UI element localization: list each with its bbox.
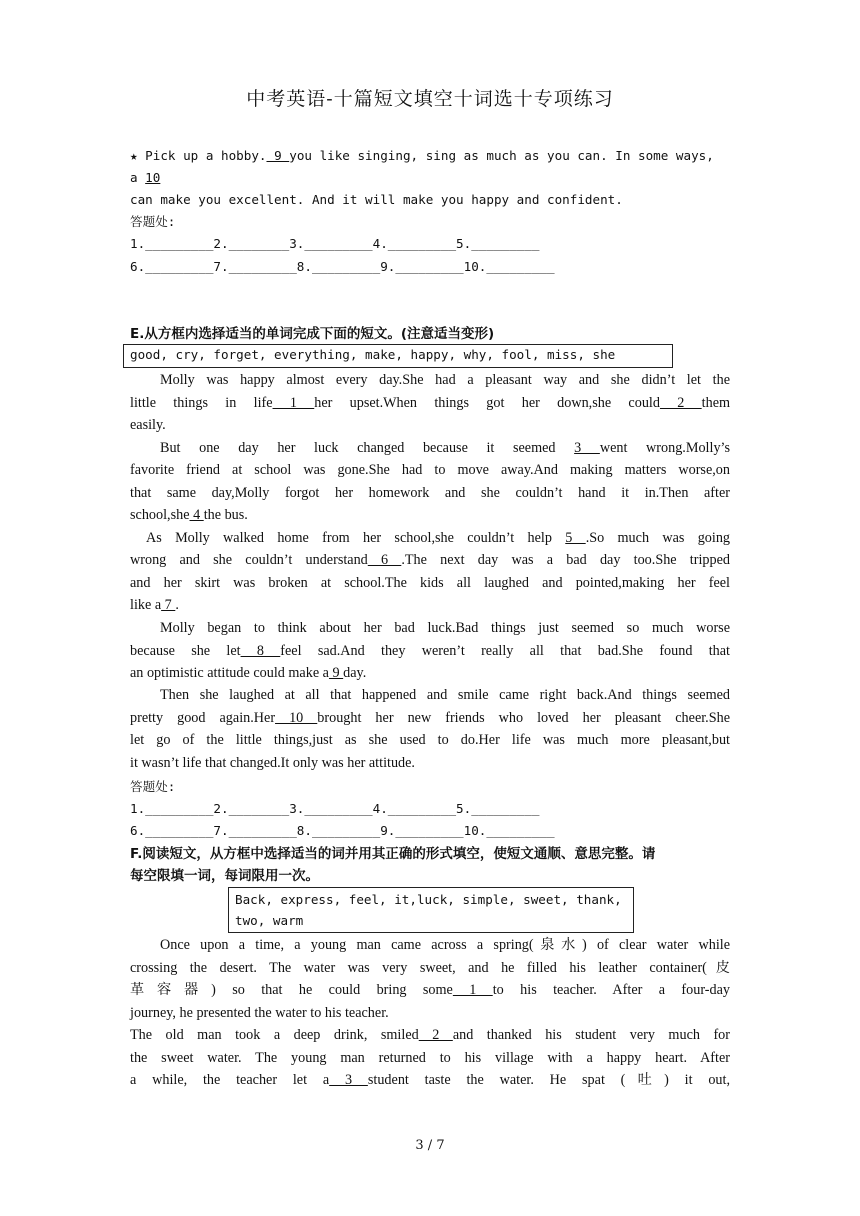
blank-1[interactable]: 1	[452, 982, 493, 998]
text: little things in life	[130, 395, 273, 411]
blank-10[interactable]: 10	[275, 710, 318, 726]
e-line	[130, 594, 730, 616]
text: .The next day was a bad day too.She tripped	[401, 552, 730, 568]
word-box-line-1: Back, express, feel, it,luck, simple, sweet, thank,	[235, 892, 622, 907]
section-f-heading-1: F.阅读短文，从方框中选择适当的词并用其正确的形式填空，使短文通顺、意思完整。请	[130, 846, 656, 862]
text: because she let	[130, 643, 241, 659]
e-line: let go of the little things,just as she used to do.Her life was much more pleasant,but	[130, 732, 730, 748]
text: But one day her luck changed because it seemed	[160, 440, 575, 456]
text: feel sad.And they weren’t really all that bad.She found that	[280, 643, 730, 659]
f-line	[130, 1069, 730, 1091]
hobby-line-1	[130, 145, 730, 167]
f-line	[130, 1024, 730, 1046]
e-line	[130, 549, 730, 571]
word-box-text: good, cry, forget, everything, make, happy, why, fool, miss, she	[130, 347, 616, 362]
blank-6[interactable]: 6	[367, 552, 402, 568]
e-line: Molly was happy almost every day.She had a pleasant way and she didn’t let the	[160, 372, 730, 388]
blank-3[interactable]: 3	[574, 440, 600, 456]
text: student taste the water. He spat (吐) it out,	[367, 1072, 731, 1088]
text: wrong and she couldn’t understand	[130, 552, 368, 568]
blank-8[interactable]: 8	[240, 643, 281, 659]
blank-7[interactable]: 7	[161, 597, 176, 613]
text: ★ Pick up a hobby.	[130, 148, 267, 163]
text: 革容器) so that he could bring some	[130, 982, 453, 998]
text: brought her new friends who loved her pleasant cheer.She	[317, 710, 731, 726]
text: the bus.	[203, 507, 248, 523]
text: day.	[343, 665, 367, 681]
text: went wrong.Molly’s	[599, 440, 730, 456]
f-line: Once upon a time, a young man came across a spring(泉水) of clear water while	[160, 937, 730, 953]
answer-row-2-d[interactable]: 6._________7._________8._________9._________10._________	[130, 259, 555, 274]
e-line	[130, 640, 730, 662]
text: .So much was going	[585, 530, 731, 546]
page-number: 3 / 7	[415, 1138, 445, 1153]
text: and thanked his student very much for	[452, 1027, 730, 1043]
blank-2[interactable]: 2	[659, 395, 702, 411]
text: pretty good again.Her	[130, 710, 276, 726]
answer-row-1-d[interactable]: 1._________2.________3._________4._________5._________	[130, 236, 540, 251]
f-line	[130, 979, 730, 1001]
text: them	[701, 395, 731, 411]
answer-label-d: 答题处:	[130, 214, 176, 229]
text: .	[175, 597, 179, 613]
e-line: it wasn’t life that changed.It only was her attitude.	[130, 755, 415, 771]
answer-label-e: 答题处:	[130, 779, 176, 794]
e-line	[146, 527, 730, 549]
e-line: Molly began to think about her bad luck.Bad things just seemed so much worse	[160, 620, 730, 636]
f-line: the sweet water. The young man returned to his village with a happy heart. After	[130, 1050, 730, 1066]
hobby-line-3: can make you excellent. And it will make you happy and confident.	[130, 192, 623, 207]
text: you like singing, sing as much as you can. In some ways,	[289, 148, 714, 163]
section-f-heading-2: 每空限填一词，每词限用一次。	[130, 868, 319, 884]
e-line: favorite friend at school was gone.She had to move away.And making matters worse,on	[130, 462, 730, 478]
page-title: 中考英语-十篇短文填空十词选十专项练习	[246, 88, 614, 110]
f-line: crossing the desert. The water was very sweet, and he filled his leather container(皮	[130, 960, 730, 976]
blank-1[interactable]: 1	[272, 395, 315, 411]
e-line	[130, 392, 730, 414]
text: an optimistic attitude could make a	[130, 665, 329, 681]
blank-9[interactable]: 9	[266, 148, 290, 163]
e-line: Then she laughed at all that happened and smile came right back.And things seemed	[160, 687, 730, 703]
text: As Molly walked home from her school,she couldn’t help	[146, 530, 566, 546]
e-line: easily.	[130, 417, 166, 433]
text: school,she	[130, 507, 190, 523]
f-line: journey, he presented the water to his teacher.	[130, 1005, 389, 1021]
text: a	[130, 170, 146, 185]
blank-10[interactable]: 10	[145, 170, 161, 185]
text: her upset.When things got her down,she could	[314, 395, 660, 411]
e-line: that same day,Molly forgot her homework and she couldn’t hand it in.Then after	[130, 485, 730, 501]
text: The old man took a deep drink, smiled	[130, 1027, 419, 1043]
blank-9[interactable]: 9	[328, 665, 344, 681]
word-box-line-2: two, warm	[235, 913, 304, 928]
e-line	[160, 437, 730, 459]
e-line	[130, 707, 730, 729]
e-line: and her skirt was broken at school.The kids all laughed and pointed,making her feel	[130, 575, 730, 591]
section-e-word-box	[123, 344, 673, 368]
hobby-line-2	[130, 167, 730, 189]
answer-row-1-e[interactable]: 1._________2.________3._________4._________5._________	[130, 801, 540, 816]
text: to his teacher. After a four-day	[492, 982, 730, 998]
text: a while, the teacher let a	[130, 1072, 330, 1088]
blank-3[interactable]: 3	[329, 1072, 368, 1088]
section-e-heading: E.从方框内选择适当的单词完成下面的短文。(注意适当变形)	[130, 326, 495, 342]
blank-5[interactable]: 5	[565, 530, 586, 546]
e-line	[130, 662, 730, 684]
blank-2[interactable]: 2	[418, 1027, 453, 1043]
answer-row-2-e[interactable]: 6._________7._________8._________9._________10._________	[130, 823, 555, 838]
section-f-word-box	[228, 887, 634, 933]
blank-4[interactable]: 4	[189, 507, 204, 523]
e-line	[130, 504, 730, 526]
text: like a	[130, 597, 162, 613]
